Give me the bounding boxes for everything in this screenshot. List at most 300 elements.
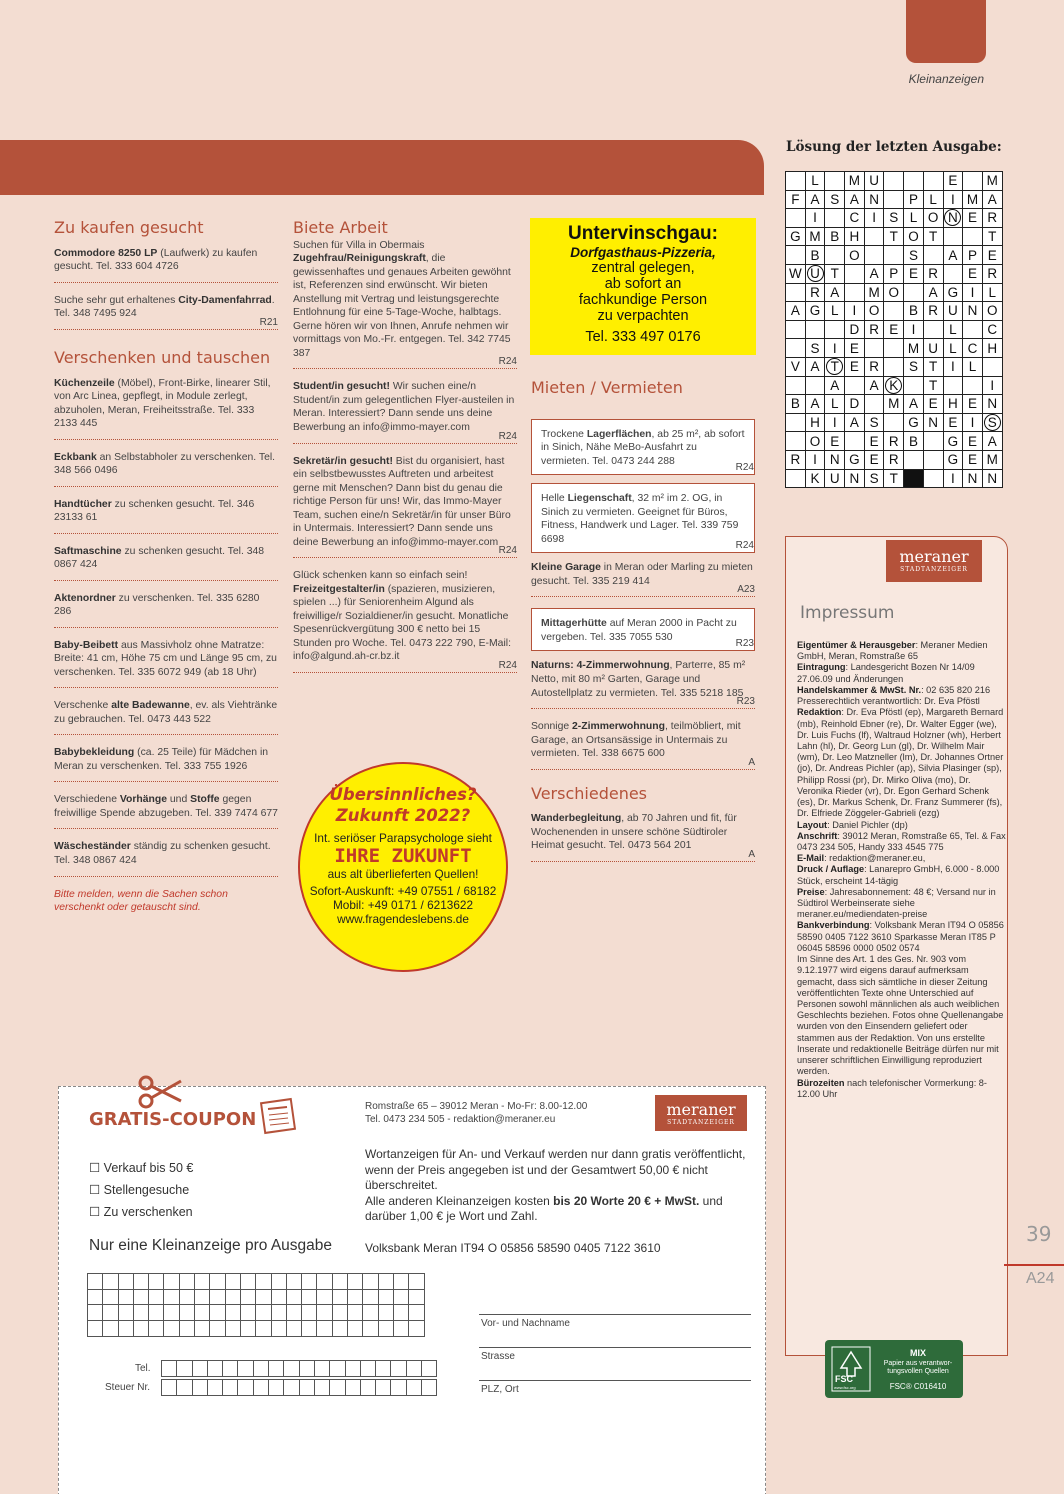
letter-box[interactable] <box>393 1305 408 1321</box>
ad-bold: 2-Zimmerwohnung <box>572 721 665 733</box>
ad-text <box>531 721 741 759</box>
grid-cell: G <box>904 413 924 432</box>
letter-box[interactable] <box>207 1380 222 1396</box>
grid-cell: R <box>923 264 943 283</box>
letter-box[interactable] <box>360 1361 375 1377</box>
letter-box[interactable] <box>363 1321 378 1337</box>
circled-letter: S <box>984 414 1001 431</box>
letter-box[interactable] <box>223 1380 238 1396</box>
grid-cell: I <box>943 469 963 488</box>
letter-box[interactable] <box>256 1321 271 1337</box>
grid-cell: M <box>982 172 1002 191</box>
letter-box[interactable] <box>422 1361 437 1377</box>
grid-cell <box>845 264 865 283</box>
grid-cell: I <box>864 209 884 228</box>
letter-box[interactable] <box>302 1305 317 1321</box>
letter-box[interactable] <box>133 1305 148 1321</box>
letter-box[interactable] <box>253 1380 268 1396</box>
impressum-label: Bürozeiten <box>797 1077 845 1088</box>
letter-box[interactable] <box>286 1321 301 1337</box>
letter-box[interactable] <box>330 1361 345 1377</box>
grid-cell <box>884 172 904 191</box>
letter-box[interactable] <box>103 1289 118 1305</box>
grid-cell: R <box>805 283 825 302</box>
letter-box[interactable] <box>378 1305 393 1321</box>
ad-bold: Kleine Garage <box>531 562 601 574</box>
classified-ad[interactable] <box>293 455 517 559</box>
letter-box[interactable] <box>348 1274 363 1290</box>
grid-cell: R <box>864 357 884 376</box>
ad-text: in Meran oder Marling zu mieten gesucht. Tel. 335 219 414 <box>531 562 753 587</box>
letter-box[interactable] <box>271 1321 286 1337</box>
letter-box[interactable] <box>256 1305 271 1321</box>
rental-box[interactable] <box>531 608 755 651</box>
classified-ad[interactable] <box>293 239 517 370</box>
letter-box[interactable] <box>332 1305 347 1321</box>
grid-cell <box>864 339 884 358</box>
impressum-value: : Meraner Medien GmbH, Meran, Romstraße 65 <box>797 640 988 662</box>
grid-cell: G <box>943 432 963 451</box>
fsc-mix: MIX <box>909 1348 926 1358</box>
letter-box[interactable] <box>286 1305 301 1321</box>
letter-box[interactable] <box>103 1274 118 1290</box>
grid-cell: N <box>923 413 943 432</box>
grid-cell <box>786 413 806 432</box>
grid-cell <box>963 172 983 191</box>
coupon-info-2b: bis 20 Worte 20 € + MwSt. <box>553 1193 700 1208</box>
ad-text <box>54 593 259 618</box>
letter-box[interactable] <box>406 1361 421 1377</box>
impressum-value: Im Sinne des Art. 1 des Ges. Nr. 903 vom 9.12.1977 wird eigens darauf aufmerksam gemacht, dass sich sämtliche in dieser Zeitung veröffentlichten Texte ohne Unterschied auf Personen sowohl männlichen als auch weiblichen Geschlechts beziehen. Fotos ohne Quellenangabe wurden von den Einsendern geliefert oder stammen aus der Redaktion. Von uns erstellte Inserate und redaktionelle Beiträge dürfen nur mit unserer schriftlichen Einwilligung reproduziert werden. <box>797 954 1004 1077</box>
letter-box[interactable] <box>317 1305 332 1321</box>
ad-bold: Wanderbegleitung <box>531 813 622 825</box>
heading-zu-kaufen: Zu kaufen gesucht <box>54 218 204 237</box>
ad-pre: Trockene <box>541 428 587 440</box>
impressum-label: Anschrift <box>797 830 838 841</box>
grid-cell: M <box>982 450 1002 469</box>
fsc-brand: FSC <box>835 1374 853 1384</box>
classified-ad[interactable] <box>531 561 755 597</box>
letter-box[interactable] <box>348 1289 363 1305</box>
ad-text: Bist du organisiert, hast ein selbstbewusstes Auftreten und arbeitest gerne mit Menschen? Dann bist du genau die richtige Person für uns! Wir, das Immo-Mayer Team, suchen eine/n Sekretär/in für unser Büro in Untermais. Interessiert? Dann sende uns deine Bewerbung an info@immo-mayer.com <box>293 455 511 548</box>
grid-cell: H <box>982 339 1002 358</box>
letter-box[interactable] <box>363 1305 378 1321</box>
grid-cell: N <box>864 190 884 209</box>
letter-box[interactable] <box>210 1305 225 1321</box>
impressum-line <box>797 1078 1007 1100</box>
grid-cell <box>963 376 983 395</box>
ad-code: R24 <box>735 462 754 474</box>
letter-box[interactable] <box>118 1274 133 1290</box>
letter-box[interactable] <box>133 1321 148 1337</box>
letter-box[interactable] <box>286 1274 301 1290</box>
letter-box[interactable] <box>391 1361 406 1377</box>
letter-box[interactable] <box>360 1380 375 1396</box>
column-zu-kaufen <box>54 218 278 915</box>
letter-box[interactable] <box>88 1321 103 1337</box>
letter-box[interactable] <box>393 1321 408 1337</box>
grid-cell: G <box>786 227 806 246</box>
letter-box[interactable] <box>345 1361 360 1377</box>
letter-box[interactable] <box>409 1305 424 1321</box>
letter-box[interactable] <box>363 1289 378 1305</box>
grid-cell <box>904 172 924 191</box>
letter-box[interactable] <box>240 1274 255 1290</box>
impressum-value: Presserechtlich verantwortlich: Dr. Eva Pföstl <box>797 696 980 707</box>
classified-ad[interactable] <box>54 294 278 330</box>
city-label: PLZ, Ort <box>481 1384 519 1395</box>
classified-ad[interactable] <box>54 545 278 581</box>
letter-box[interactable] <box>103 1321 118 1337</box>
letter-box[interactable] <box>330 1380 345 1396</box>
letter-box[interactable] <box>256 1289 271 1305</box>
letter-box[interactable] <box>88 1305 103 1321</box>
ad-text <box>54 248 257 273</box>
letter-box[interactable] <box>332 1321 347 1337</box>
grid-cell: E <box>845 357 865 376</box>
grid-cell: A <box>943 246 963 265</box>
letter-box[interactable] <box>240 1321 255 1337</box>
classified-ad[interactable] <box>54 377 278 440</box>
grid-cell: L <box>825 302 845 321</box>
letter-box[interactable] <box>284 1380 299 1396</box>
yellow-ad-line: zu verpachten <box>597 308 689 324</box>
classified-ad[interactable] <box>54 793 278 829</box>
letter-box[interactable] <box>118 1289 133 1305</box>
scissors-icon <box>137 1075 183 1109</box>
header-tab <box>906 0 986 63</box>
grid-cell: C <box>963 339 983 358</box>
ad-text: und <box>167 794 191 806</box>
ad-text <box>54 452 275 477</box>
grid-cell: A <box>805 395 825 414</box>
letter-box[interactable] <box>314 1361 329 1377</box>
coupon-one-ad: Nur eine Kleinanzeige pro Ausgabe <box>89 1237 333 1254</box>
grid-cell: F <box>786 190 806 209</box>
letter-box[interactable] <box>332 1289 347 1305</box>
letter-box[interactable] <box>207 1361 222 1377</box>
letter-box[interactable] <box>391 1380 406 1396</box>
letter-box[interactable] <box>393 1274 408 1290</box>
classified-ad[interactable] <box>531 812 755 862</box>
letter-box[interactable] <box>271 1289 286 1305</box>
letter-box[interactable] <box>393 1289 408 1305</box>
letter-box[interactable] <box>133 1289 148 1305</box>
classified-ad[interactable] <box>293 569 517 673</box>
grid-cell <box>963 227 983 246</box>
ad-code: R23 <box>736 696 755 708</box>
letter-box[interactable] <box>253 1361 268 1377</box>
letter-box[interactable] <box>210 1321 225 1337</box>
grid-cell: S <box>884 209 904 228</box>
letter-box[interactable] <box>348 1305 363 1321</box>
letter-box[interactable] <box>225 1289 240 1305</box>
grid-cell <box>904 283 924 302</box>
ad-bold: Aktenordner <box>54 592 116 604</box>
coupon-checkbox-option[interactable]: ☐ Zu verschenken <box>89 1205 193 1219</box>
letter-box[interactable] <box>406 1380 421 1396</box>
classified-ad[interactable] <box>54 639 278 689</box>
grid-cell <box>786 376 806 395</box>
grid-cell: N <box>845 469 865 488</box>
fsc-code: FSC® C016410 <box>889 1382 947 1391</box>
grid-cell: G <box>805 302 825 321</box>
yellow-ad[interactable] <box>530 218 756 355</box>
letter-box[interactable] <box>149 1321 164 1337</box>
letter-box[interactable] <box>238 1361 253 1377</box>
letter-box[interactable] <box>409 1289 424 1305</box>
grid-cell: T <box>923 357 943 376</box>
name-field[interactable] <box>479 1314 751 1315</box>
letter-box[interactable] <box>363 1274 378 1290</box>
letter-box[interactable] <box>314 1380 329 1396</box>
letter-box[interactable] <box>345 1380 360 1396</box>
letter-box[interactable] <box>299 1380 314 1396</box>
classified-ad[interactable] <box>293 380 517 443</box>
letter-box[interactable] <box>195 1274 210 1290</box>
letter-box[interactable] <box>317 1289 332 1305</box>
coupon-info-2 <box>365 1194 749 1225</box>
grid-cell: C <box>982 320 1002 339</box>
ad-bold: Baby-Beibett <box>54 639 119 651</box>
coupon-info-2c: und darüber 1,00 € je Wort und Zahl. <box>365 1193 723 1224</box>
grid-cell <box>923 469 943 488</box>
grid-cell <box>904 376 924 395</box>
ad-text: Wir suchen eine/n Student/in zum gelegentlichen Flyer-austeilen in Meran. Interessiert? Dann sende uns deine Bewerbung an info@immo-mayer.com <box>293 381 515 433</box>
letter-box[interactable] <box>240 1289 255 1305</box>
grid-cell: E <box>982 246 1002 265</box>
letter-box[interactable] <box>317 1321 332 1337</box>
letter-box[interactable] <box>133 1274 148 1290</box>
grid-cell: I <box>963 413 983 432</box>
grid-cell: P <box>884 264 904 283</box>
classified-ad[interactable] <box>531 659 755 709</box>
letter-box[interactable] <box>286 1289 301 1305</box>
street-field[interactable] <box>479 1347 751 1348</box>
ad-text: (spazieren, musizieren, spielen ...) für Seniorenheim Algund als freiwillige/r Sozialdiener/in gesucht. Monatliche Spesenrückvergütung 300 € netto bei 15 Stunden pro Woche. Tel. 0473 222 790, E-Mail: info@algund.ah-cr.bz.it <box>293 583 511 663</box>
letter-box[interactable] <box>164 1305 179 1321</box>
letter-box[interactable] <box>164 1274 179 1290</box>
letter-box[interactable] <box>378 1321 393 1337</box>
circle-ad[interactable] <box>298 762 508 972</box>
grid-cell <box>943 209 963 228</box>
grid-cell: E <box>963 450 983 469</box>
coupon-checkbox-option[interactable]: ☐ Verkauf bis 50 € <box>89 1161 194 1175</box>
letter-box[interactable] <box>240 1305 255 1321</box>
grid-cell: O <box>884 283 904 302</box>
yellow-ad-phone: Tel. 333 497 0176 <box>585 329 701 345</box>
letter-box[interactable] <box>348 1321 363 1337</box>
ad-pre: Verschiedene <box>54 794 120 806</box>
grid-cell <box>786 246 806 265</box>
classified-ad[interactable] <box>531 720 755 770</box>
page-divider <box>1004 1264 1064 1266</box>
letter-box[interactable] <box>192 1361 207 1377</box>
letter-box[interactable] <box>378 1274 393 1290</box>
ad-text: zu schenken gesucht. Tel. 346 23133 61 <box>54 498 255 524</box>
letter-box[interactable] <box>162 1361 177 1377</box>
letter-box[interactable] <box>179 1321 194 1337</box>
letter-box[interactable] <box>256 1274 271 1290</box>
grid-cell <box>825 209 845 228</box>
grid-cell: A <box>805 190 825 209</box>
grid-cell: E <box>963 209 983 228</box>
ad-code: A <box>748 756 755 768</box>
ad-text: , ab 70 Jahren und fit, für Wochenenden in unsere schöne Südtiroler Heimat gesucht. Tel. 0473 564 201 <box>531 813 737 852</box>
letter-box[interactable] <box>179 1305 194 1321</box>
grid-cell: S <box>864 469 884 488</box>
letter-box[interactable] <box>409 1274 424 1290</box>
grid-cell <box>805 376 825 395</box>
grid-cell: W <box>786 264 806 283</box>
letter-box[interactable] <box>302 1289 317 1305</box>
letter-box[interactable] <box>210 1289 225 1305</box>
grid-cell: A <box>982 432 1002 451</box>
classified-ad[interactable] <box>54 592 278 628</box>
letter-box[interactable] <box>177 1380 192 1396</box>
ad-code: A23 <box>737 584 755 596</box>
letter-box[interactable] <box>149 1289 164 1305</box>
ad-text <box>293 381 514 433</box>
logo-main: meraner <box>666 1100 736 1119</box>
letter-box[interactable] <box>118 1321 133 1337</box>
classified-ad[interactable] <box>54 699 278 735</box>
letter-box[interactable] <box>149 1274 164 1290</box>
letter-box[interactable] <box>378 1289 393 1305</box>
classified-ad[interactable] <box>54 498 278 534</box>
street-label: Strasse <box>481 1351 515 1362</box>
impressum-label: Eigentümer & Herausgeber <box>797 640 916 650</box>
grid-cell: L <box>923 190 943 209</box>
grid-cell: I <box>805 209 825 228</box>
classified-ad[interactable] <box>54 746 278 782</box>
ad-bold: City-Damenfahrrad <box>178 294 272 306</box>
ad-bold: alte Badewanne <box>111 700 190 712</box>
letter-box[interactable] <box>376 1361 391 1377</box>
classified-ad[interactable] <box>54 247 278 283</box>
letter-box[interactable] <box>164 1321 179 1337</box>
letter-box[interactable] <box>302 1274 317 1290</box>
letter-box[interactable] <box>271 1274 286 1290</box>
letter-box[interactable] <box>118 1305 133 1321</box>
impressum-value: : Volksbank Meran IT94 O 05856 58590 0405 7122 3610 Sparkasse Meran IT85 P 06045 58596 0000 0502 0574 <box>797 920 1004 953</box>
tax-input-grid[interactable] <box>161 1379 437 1396</box>
letter-box[interactable] <box>195 1305 210 1321</box>
letter-box[interactable] <box>179 1289 194 1305</box>
grid-cell: S <box>805 339 825 358</box>
impressum-value: : Dr. Eva Pföstl (ep), Margareth Bernard (mb), Reinhold Ebner (re), Dr. Walter Egger (we), Dr. Luis Fuchs (lf), Waltraud Holzner (wh), Herbert Lahn (hl), Dr. Georg Lun (gl), Dr. Wilhelm Mair (wm), Dr. Leo Matzneller (lm), Dr. Johannes Ortner (jo), Dr. Andreas Pichler (ap), Silvia Plasinger (sp), Philipp Rossi (pr), Dr. Mirko Oliva (mo), Dr. Veronika Rieder (vr), Dr. Egon Gerhard Schenk (es), Dr. Markus Schenk, Dr. Franz Summerer (fs), Dr. Elfriede Zöggeler-Gabrieli (ezg) <box>797 707 1004 819</box>
letter-box[interactable] <box>195 1321 210 1337</box>
grid-cell: M <box>904 339 924 358</box>
coupon-checkbox-option[interactable]: ☐ Stellengesuche <box>89 1183 190 1197</box>
letter-box[interactable] <box>179 1274 194 1290</box>
ad-bold: Küchenzeile <box>54 377 115 389</box>
tel-input-grid[interactable] <box>161 1360 437 1377</box>
impressum-line <box>797 662 1007 684</box>
letter-box[interactable] <box>88 1289 103 1305</box>
impressum-value: : 02 635 820 216 <box>921 684 991 695</box>
circle-ad-url[interactable]: www.fragendeslebens.de <box>337 911 469 926</box>
letter-box[interactable] <box>177 1361 192 1377</box>
classified-ad[interactable] <box>54 840 278 876</box>
letter-box[interactable] <box>269 1361 284 1377</box>
letter-box[interactable] <box>162 1380 177 1396</box>
letter-box[interactable] <box>195 1289 210 1305</box>
letter-box[interactable] <box>302 1321 317 1337</box>
rental-box[interactable] <box>531 419 755 476</box>
circled-letter: T <box>826 358 843 375</box>
letter-box[interactable] <box>164 1289 179 1305</box>
ad-text: , ev. als Viehtränke zu gebrauchen. Tel. 0473 443 522 <box>54 700 278 725</box>
letter-box[interactable] <box>284 1361 299 1377</box>
coupon-contact: Tel. 0473 234 505 - redaktion@meraner.eu <box>365 1114 556 1125</box>
ad-text <box>531 562 753 587</box>
ad-bold: Saftmaschine <box>54 545 122 557</box>
letter-box[interactable] <box>409 1321 424 1337</box>
rental-box[interactable] <box>531 483 755 553</box>
grid-cell: B <box>805 246 825 265</box>
impressum-line <box>797 853 1007 864</box>
grid-cell <box>923 320 943 339</box>
ad-text <box>54 640 277 678</box>
letter-box[interactable] <box>192 1380 207 1396</box>
letter-box[interactable] <box>376 1380 391 1396</box>
grid-cell: B <box>904 432 924 451</box>
letter-box[interactable] <box>271 1305 286 1321</box>
impressum-value: : Jahresabonnement: 48 €; Versand nur in Südtirol Werbeinserate siehe meraner.eu/mediendaten-preise <box>797 886 996 920</box>
letter-box[interactable] <box>149 1305 164 1321</box>
grid-cell: T <box>923 376 943 395</box>
ad-text <box>54 700 277 725</box>
classified-ad[interactable] <box>54 451 278 487</box>
impressum-value: : redaktion@meraner.eu, <box>824 853 926 864</box>
ad-text2: gegen freiwillige Spende abzugeben. Tel. 339 7474 677 <box>54 794 278 819</box>
grid-cell <box>884 413 904 432</box>
letter-box[interactable] <box>225 1321 240 1337</box>
grid-cell <box>864 227 884 246</box>
grid-cell <box>884 357 904 376</box>
ad-text <box>54 499 254 524</box>
letter-box[interactable] <box>422 1380 437 1396</box>
coupon-text-grid[interactable] <box>87 1273 425 1337</box>
grid-cell <box>923 450 943 469</box>
letter-box[interactable] <box>225 1305 240 1321</box>
ad-text <box>293 570 511 662</box>
grid-cell: E <box>884 320 904 339</box>
ad-text: zu verschenken. Tel. 335 6280 286 <box>54 592 260 618</box>
impressum-line <box>797 864 1007 886</box>
letter-box[interactable] <box>225 1274 240 1290</box>
grid-cell: A <box>864 376 884 395</box>
impressum-line <box>797 920 1007 954</box>
grid-cell <box>786 172 806 191</box>
ad-bold: Student/in gesucht! <box>293 381 390 393</box>
letter-box[interactable] <box>317 1274 332 1290</box>
letter-box[interactable] <box>269 1380 284 1396</box>
grid-cell: E <box>825 432 845 451</box>
letter-box[interactable] <box>299 1361 314 1377</box>
page-number: 39 <box>1026 1222 1052 1246</box>
letter-box[interactable] <box>88 1274 103 1290</box>
city-field[interactable] <box>479 1380 751 1381</box>
letter-box[interactable] <box>332 1274 347 1290</box>
letter-box[interactable] <box>238 1380 253 1396</box>
letter-box[interactable] <box>223 1361 238 1377</box>
letter-box[interactable] <box>210 1274 225 1290</box>
logo-sub: STADTANZEIGER <box>667 1119 735 1126</box>
impressum-line <box>797 685 1007 696</box>
letter-box[interactable] <box>103 1305 118 1321</box>
